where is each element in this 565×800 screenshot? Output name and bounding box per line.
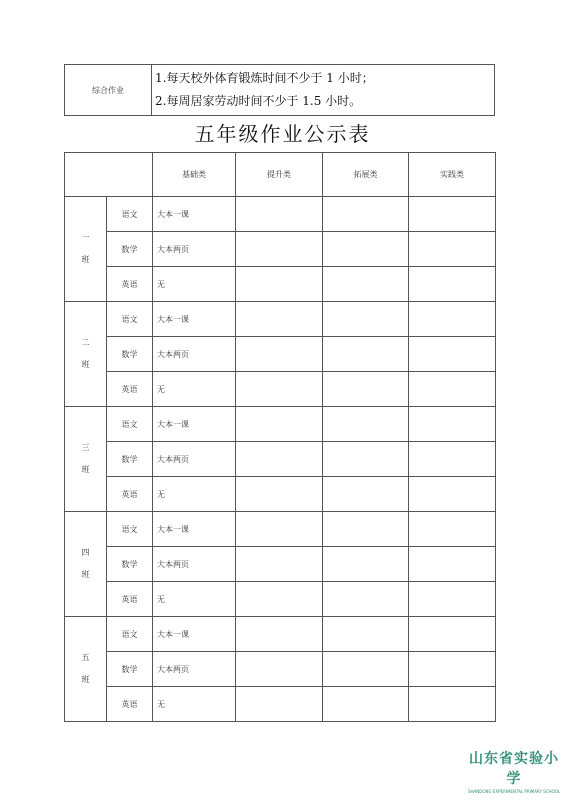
- table-row: [65, 512, 496, 547]
- practice-homework-cell: [409, 442, 496, 477]
- table-row: [65, 617, 496, 652]
- extend-homework-cell: [323, 232, 409, 267]
- improve-homework-cell: [236, 477, 323, 512]
- improve-homework-cell: [236, 652, 323, 687]
- table-row: [65, 407, 496, 442]
- table-row: [65, 687, 496, 722]
- improve-homework-cell: [236, 407, 323, 442]
- summary-row: [65, 65, 495, 116]
- class-name-cell: [65, 302, 107, 407]
- practice-homework-cell: [409, 232, 496, 267]
- summary-label: 综合作业: [65, 65, 152, 116]
- extend-homework-cell: [323, 407, 409, 442]
- extend-homework-cell: [323, 302, 409, 337]
- subject-cell: 语文: [107, 617, 153, 652]
- improve-homework-cell: [236, 302, 323, 337]
- basic-homework-cell: 大本两页: [153, 337, 236, 372]
- subject-cell: 数学: [107, 232, 153, 267]
- extend-homework-cell: [323, 617, 409, 652]
- improve-homework-cell: [236, 687, 323, 722]
- improve-homework-cell: [236, 547, 323, 582]
- improve-homework-cell: [236, 442, 323, 477]
- improve-homework-cell: [236, 337, 323, 372]
- practice-homework-cell: [409, 372, 496, 407]
- practice-homework-cell: [409, 302, 496, 337]
- class-name-char: 班: [81, 255, 90, 264]
- table-row: [65, 372, 496, 407]
- header-cell-corner: [65, 153, 153, 197]
- basic-homework-cell: 大本一课: [153, 512, 236, 547]
- basic-homework-cell: 无: [153, 477, 236, 512]
- practice-homework-cell: [409, 687, 496, 722]
- basic-homework-cell: 无: [153, 372, 236, 407]
- basic-homework-cell: 大本两页: [153, 652, 236, 687]
- basic-homework-cell: 大本两页: [153, 547, 236, 582]
- header-cell-improve: 提升类: [236, 153, 323, 197]
- improve-homework-cell: [236, 232, 323, 267]
- practice-homework-cell: [409, 582, 496, 617]
- practice-homework-cell: [409, 197, 496, 232]
- improve-homework-cell: [236, 372, 323, 407]
- subject-cell: 语文: [107, 407, 153, 442]
- improve-homework-cell: [236, 197, 323, 232]
- class-name-char: 二: [81, 338, 90, 347]
- table-row: [65, 652, 496, 687]
- class-name-cell: [65, 197, 107, 302]
- basic-homework-cell: 大本一课: [153, 407, 236, 442]
- extend-homework-cell: [323, 512, 409, 547]
- table-header-row: [65, 153, 496, 197]
- homework-table: [64, 152, 496, 722]
- subject-cell: 数学: [107, 442, 153, 477]
- subject-cell: 英语: [107, 477, 153, 512]
- basic-homework-cell: 大本一课: [153, 197, 236, 232]
- class-name-cell: [65, 407, 107, 512]
- table-row: [65, 197, 496, 232]
- page-title: 五年级作业公示表: [194, 122, 371, 146]
- table-row: [65, 477, 496, 512]
- subject-cell: 英语: [107, 582, 153, 617]
- class-name-char: 四: [81, 548, 90, 557]
- subject-cell: 语文: [107, 302, 153, 337]
- extend-homework-cell: [323, 267, 409, 302]
- basic-homework-cell: 大本一课: [153, 302, 236, 337]
- extend-homework-cell: [323, 477, 409, 512]
- header-cell-practice: 实践类: [409, 153, 496, 197]
- improve-homework-cell: [236, 512, 323, 547]
- extend-homework-cell: [323, 687, 409, 722]
- basic-homework-cell: 无: [153, 582, 236, 617]
- summary-line-1: 1.每天校外体育锻炼时间不少于 1 小时；: [155, 71, 374, 85]
- school-logo-subtitle: SHANDONG EXPERIMENTAL PRIMARY SCHOOL: [468, 789, 561, 794]
- practice-homework-cell: [409, 267, 496, 302]
- practice-homework-cell: [409, 407, 496, 442]
- summary-content: [152, 65, 495, 116]
- extend-homework-cell: [323, 197, 409, 232]
- class-name-char: 三: [81, 443, 90, 452]
- class-name-char: 一: [81, 233, 90, 242]
- class-name-cell: [65, 512, 107, 617]
- summary-line-2: 2.每周居家劳动时间不少于 1.5 小时。: [155, 94, 362, 108]
- practice-homework-cell: [409, 337, 496, 372]
- extend-homework-cell: [323, 652, 409, 687]
- subject-cell: 数学: [107, 652, 153, 687]
- table-row: [65, 582, 496, 617]
- extend-homework-cell: [323, 337, 409, 372]
- table-row: [65, 267, 496, 302]
- class-name-char: 班: [81, 570, 90, 579]
- basic-homework-cell: 无: [153, 267, 236, 302]
- summary-table: [64, 64, 495, 116]
- school-logo: [468, 748, 560, 794]
- extend-homework-cell: [323, 442, 409, 477]
- class-name-char: 五: [81, 653, 90, 662]
- basic-homework-cell: 无: [153, 687, 236, 722]
- subject-cell: 数学: [107, 547, 153, 582]
- practice-homework-cell: [409, 652, 496, 687]
- table-row: [65, 337, 496, 372]
- class-name-char: 班: [81, 465, 90, 474]
- homework-table-body: [65, 153, 496, 722]
- practice-homework-cell: [409, 617, 496, 652]
- class-name-char: 班: [81, 360, 90, 369]
- extend-homework-cell: [323, 582, 409, 617]
- basic-homework-cell: 大本两页: [153, 442, 236, 477]
- header-cell-extend: 拓展类: [323, 153, 409, 197]
- subject-cell: 数学: [107, 337, 153, 372]
- subject-cell: 英语: [107, 267, 153, 302]
- practice-homework-cell: [409, 477, 496, 512]
- improve-homework-cell: [236, 617, 323, 652]
- practice-homework-cell: [409, 512, 496, 547]
- extend-homework-cell: [323, 547, 409, 582]
- class-name-cell: [65, 617, 107, 722]
- table-row: [65, 232, 496, 267]
- table-row: [65, 302, 496, 337]
- improve-homework-cell: [236, 267, 323, 302]
- practice-homework-cell: [409, 547, 496, 582]
- subject-cell: 语文: [107, 197, 153, 232]
- extend-homework-cell: [323, 372, 409, 407]
- subject-cell: 英语: [107, 372, 153, 407]
- subject-cell: 英语: [107, 687, 153, 722]
- class-name-char: 班: [81, 675, 90, 684]
- school-logo-name: 山东省实验小学: [469, 751, 559, 787]
- subject-cell: 语文: [107, 512, 153, 547]
- table-row: [65, 547, 496, 582]
- basic-homework-cell: 大本两页: [153, 232, 236, 267]
- improve-homework-cell: [236, 582, 323, 617]
- header-cell-basic: 基础类: [153, 153, 236, 197]
- basic-homework-cell: 大本一课: [153, 617, 236, 652]
- table-row: [65, 442, 496, 477]
